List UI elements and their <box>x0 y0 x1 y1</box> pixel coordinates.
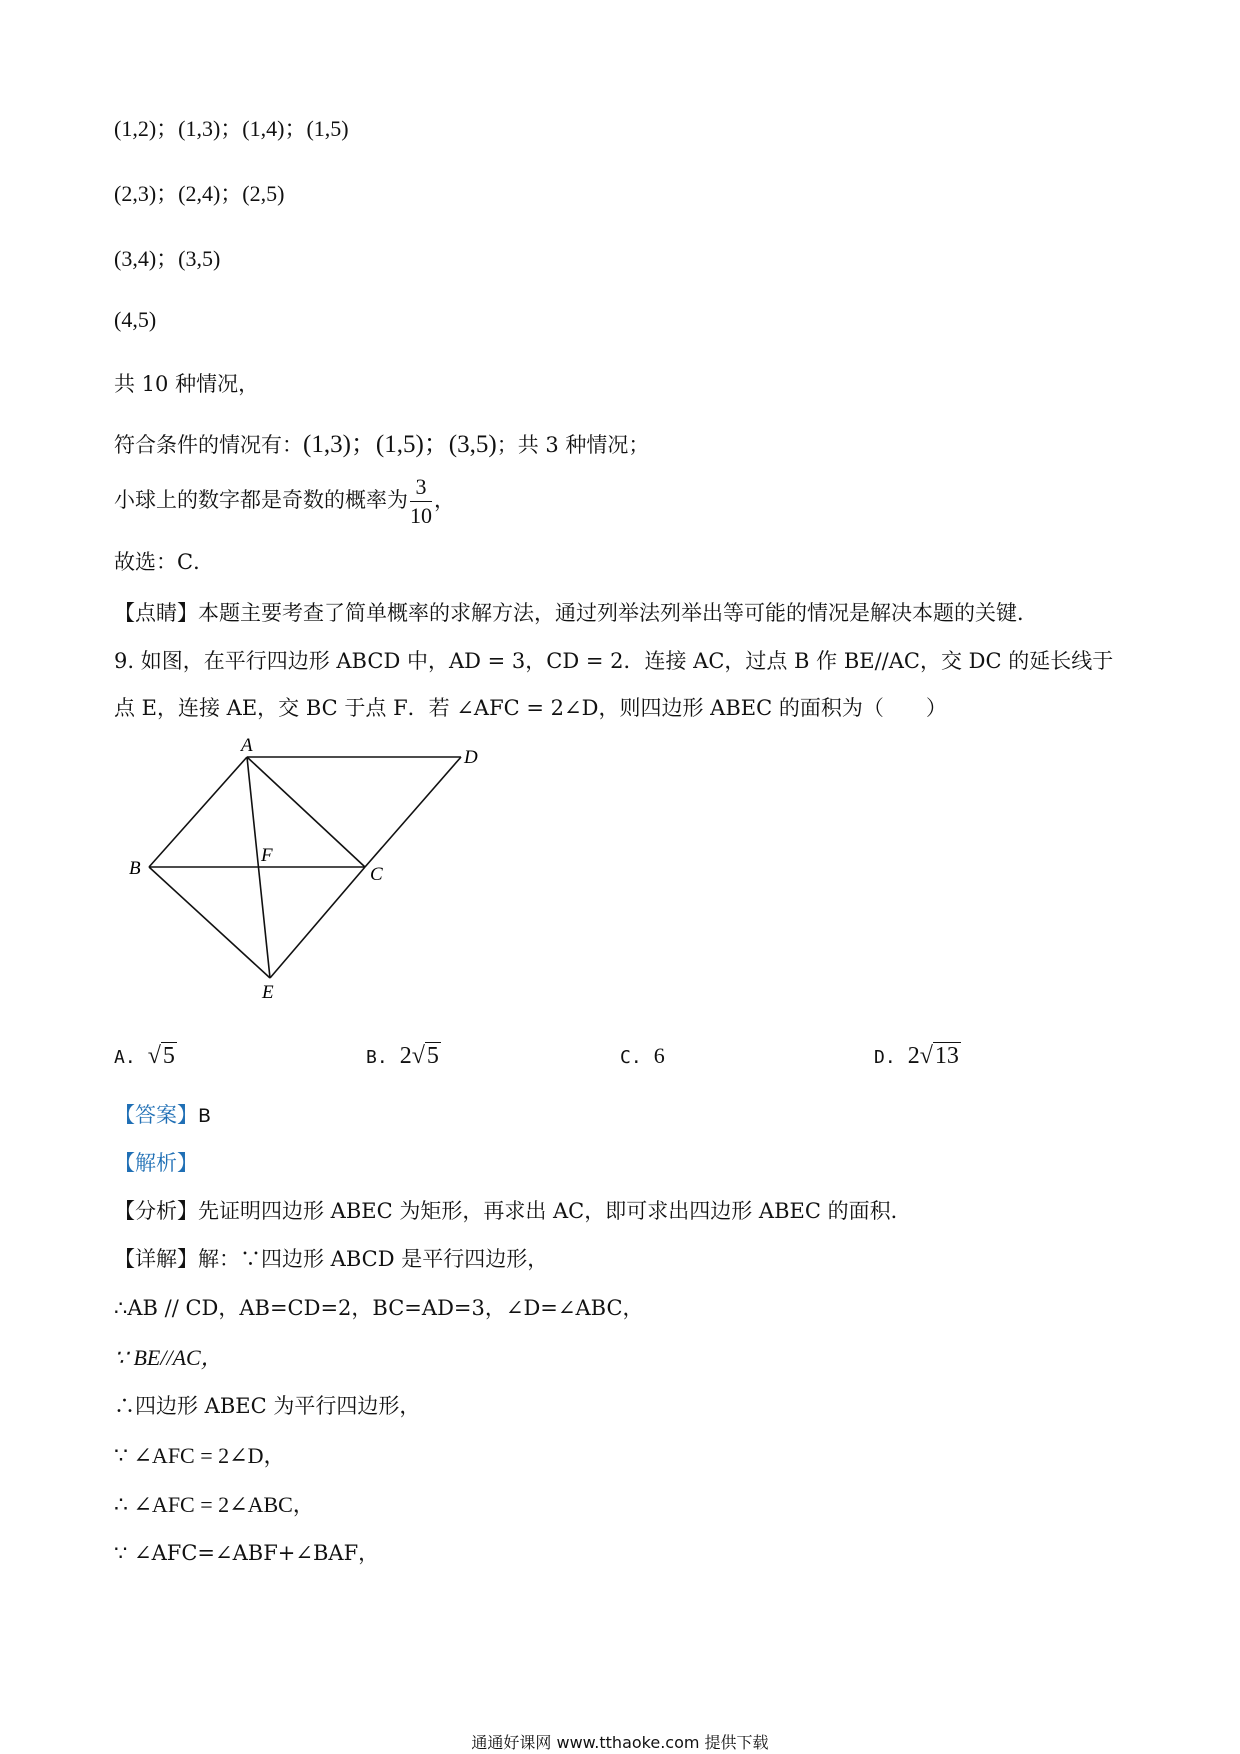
probability-suffix: ， <box>434 488 455 512</box>
label-e: E <box>262 982 274 1003</box>
detail-label: 【详解】 <box>114 1247 198 1271</box>
question-line-2: 点 E，连接 AE，交 BC 于点 F．若 ∠AFC = 2∠D，则四边形 ABEC 的面积为（ ） <box>114 696 947 720</box>
pairs-row-3: (3,4)；(3,5) <box>114 246 221 271</box>
choose-line: 故选：C． <box>114 550 215 574</box>
pairs-row-4: (4,5) <box>114 307 157 332</box>
answer-tag: 【答案】 <box>114 1103 198 1127</box>
fraction-denominator: 10 <box>410 503 432 528</box>
favorable-items: (1,3)；(1,5)；(3,5) <box>303 431 497 458</box>
pairs-row-1: (1,2)；(1,3)；(1,4)；(1,5) <box>114 116 349 141</box>
choice-a-letter: A. <box>114 1047 136 1068</box>
fraction-numerator: 3 <box>410 473 432 502</box>
segment-ab <box>149 757 247 867</box>
pairs-row-2: (2,3)；(2,4)；(2,5) <box>114 181 285 206</box>
step-2: ∵ BE//AC， <box>114 1345 223 1370</box>
comment-text: 本题主要考查了简单概率的求解方法，通过列举法列举出等可能的情况是解决本题的关键． <box>198 601 1038 625</box>
favorable-prefix: 符合条件的情况有： <box>114 433 303 457</box>
choice-b[interactable] <box>366 1043 441 1070</box>
favorable-line <box>114 424 649 460</box>
segment-ce <box>270 867 365 978</box>
analysis-tag: 【解析】 <box>114 1151 198 1175</box>
segment-be <box>149 867 270 978</box>
step-5: ∴ ∠AFC = 2∠ABC， <box>114 1492 315 1517</box>
probability-line <box>114 473 455 530</box>
choice-c-letter: C. <box>620 1047 642 1068</box>
analysis-text: 先证明四边形 ABEC 为矩形，再求出 AC，即可求出四边形 ABEC 的面积． <box>198 1199 912 1223</box>
comment-tag: 【点睛】 <box>114 601 198 625</box>
choice-c[interactable] <box>620 1043 665 1069</box>
step-6: ∵ ∠AFC=∠ABF+∠BAF， <box>114 1541 380 1565</box>
choice-a[interactable] <box>114 1043 177 1070</box>
label-a: A <box>241 738 253 756</box>
label-c: C <box>370 864 383 885</box>
question-line-1: 9. 如图，在平行四边形 ABCD 中，AD = 3，CD = 2．连接 AC，过点 B 作 BE//AC，交 DC 的延长线于 <box>114 649 1114 673</box>
footer-watermark: 通通好课网 www.tthaoke.com 提供下载 <box>471 1733 769 1752</box>
step-4: ∵ ∠AFC = 2∠D， <box>114 1443 286 1468</box>
count-line: 共 10 种情况， <box>114 372 260 396</box>
favorable-suffix: ；共 3 种情况； <box>496 433 650 457</box>
choice-a-value: √5 <box>147 1043 175 1069</box>
label-b: B <box>129 858 141 879</box>
choice-c-value: 6 <box>653 1043 665 1068</box>
choice-d[interactable] <box>874 1043 961 1070</box>
choice-d-letter: D. <box>874 1047 896 1068</box>
label-f: F <box>261 845 273 866</box>
probability-prefix: 小球上的数字都是奇数的概率为 <box>114 488 408 512</box>
segment-dc <box>365 757 461 867</box>
detail-line <box>114 1243 548 1273</box>
choice-b-letter: B. <box>366 1047 388 1068</box>
label-d: D <box>464 747 478 768</box>
detail-text: 解：∵四边形 ABCD 是平行四边形， <box>198 1247 549 1271</box>
analysis-line <box>114 1195 912 1225</box>
step-3: ∴四边形 ABEC 为平行四边形， <box>114 1394 421 1418</box>
comment-line <box>114 597 1038 627</box>
step-1: ∴AB // CD，AB=CD=2，BC=AD=3，∠D=∠ABC， <box>114 1296 644 1320</box>
choice-b-value: 2√5 <box>399 1043 439 1069</box>
answer-line <box>114 1099 211 1129</box>
parallelogram-figure <box>120 738 500 1018</box>
analysis-label: 【分析】 <box>114 1199 198 1223</box>
choice-d-value: 2√13 <box>907 1043 959 1069</box>
answer-value: B <box>198 1105 212 1127</box>
probability-fraction <box>410 473 432 530</box>
